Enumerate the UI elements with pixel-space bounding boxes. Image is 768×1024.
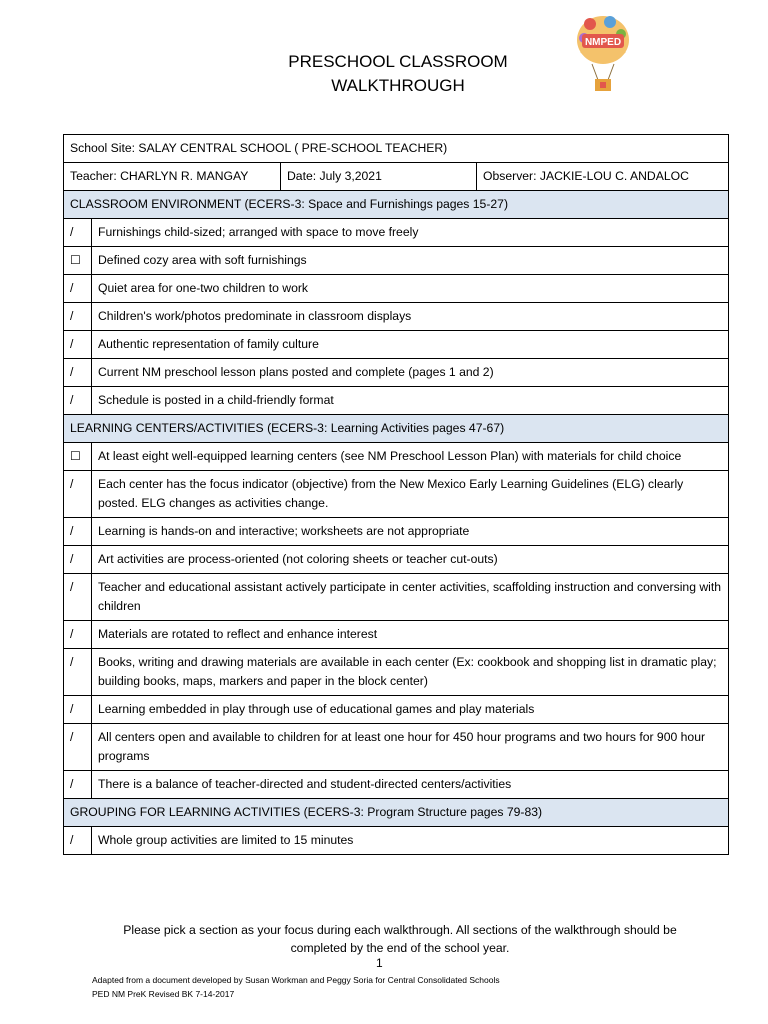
checklist-row [64, 574, 729, 621]
checklist-row [64, 275, 729, 303]
checklist-row [64, 219, 729, 247]
page-number: 1 [376, 956, 383, 970]
checklist-item-text: Authentic representation of family culture [92, 331, 729, 359]
checklist-item-text: Teacher and educational assistant actively participate in center activities, scaffolding instruction and conversing with children [92, 574, 729, 621]
check-mark: ☐ [64, 247, 92, 275]
check-mark: / [64, 219, 92, 247]
checklist-row [64, 471, 729, 518]
nmped-balloon-logo [566, 12, 640, 100]
checklist-item-text: Learning is hands-on and interactive; worksheets are not appropriate [92, 518, 729, 546]
check-mark: / [64, 649, 92, 696]
checklist-item-text: Books, writing and drawing materials are available in each center (Ex: cookbook and shopping list in dramatic play; building books, maps, markers and paper in the block center) [92, 649, 729, 696]
check-mark: / [64, 303, 92, 331]
checklist-row [64, 696, 729, 724]
check-mark: / [64, 771, 92, 799]
checklist-row [64, 546, 729, 574]
checklist-item-text: Materials are rotated to reflect and enhance interest [92, 621, 729, 649]
checklist-row [64, 443, 729, 471]
check-mark: ☐ [64, 443, 92, 471]
checklist-item-text: Furnishings child-sized; arranged with space to move freely [92, 219, 729, 247]
credit-line-2: PED NM PreK Revised BK 7-14-2017 [92, 989, 235, 999]
checklist-item-text: Children's work/photos predominate in classroom displays [92, 303, 729, 331]
footer-note: Please pick a section as your focus during each walkthrough. All sections of the walkthrough should be completed by the end of the school year. [123, 923, 677, 955]
check-mark: / [64, 546, 92, 574]
checklist-row [64, 359, 729, 387]
checklist-row [64, 724, 729, 771]
section-heading: LEARNING CENTERS/ACTIVITIES (ECERS-3: Learning Activities pages 47-67) [64, 415, 729, 443]
checklist-item-text: There is a balance of teacher-directed and student-directed centers/activities [92, 771, 729, 799]
check-mark: / [64, 275, 92, 303]
title-line-1: PRESCHOOL CLASSROOM [288, 52, 508, 71]
logo-text: NMPED [584, 37, 622, 48]
school-site-row [64, 135, 729, 163]
checklist-row [64, 621, 729, 649]
checklist-row [64, 518, 729, 546]
check-mark: / [64, 387, 92, 415]
check-mark: / [64, 331, 92, 359]
checklist-item-text: Schedule is posted in a child-friendly format [92, 387, 729, 415]
check-mark: / [64, 827, 92, 855]
teacher-info-row [64, 163, 729, 191]
credit-line-1: Adapted from a document developed by Susan Workman and Peggy Soria for Central Consolidated Schools [92, 975, 500, 985]
check-mark: / [64, 574, 92, 621]
check-mark: / [64, 621, 92, 649]
checklist-row [64, 331, 729, 359]
checklist-item-text: Quiet area for one-two children to work [92, 275, 729, 303]
check-mark: / [64, 518, 92, 546]
checklist-item-text: Learning embedded in play through use of educational games and play materials [92, 696, 729, 724]
checklist-row [64, 387, 729, 415]
title-line-2: WALKTHROUGH [331, 76, 465, 95]
section-heading: GROUPING FOR LEARNING ACTIVITIES (ECERS-3: Program Structure pages 79-83) [64, 799, 729, 827]
checklist-item-text: Defined cozy area with soft furnishings [92, 247, 729, 275]
check-mark: / [64, 724, 92, 771]
date-cell: Date: July 3,2021 [281, 163, 477, 191]
checklist-item-text: Current NM preschool lesson plans posted and complete (pages 1 and 2) [92, 359, 729, 387]
school-site-cell: School Site: SALAY CENTRAL SCHOOL ( PRE-SCHOOL TEACHER) [64, 135, 729, 163]
checklist-row [64, 827, 729, 855]
check-mark: / [64, 359, 92, 387]
checklist-item-text: Each center has the focus indicator (objective) from the New Mexico Early Learning Guidelines (ELG) clearly posted. ELG changes as activities change. [92, 471, 729, 518]
section-heading-row [64, 799, 729, 827]
checklist-item-text: All centers open and available to children for at least one hour for 450 hour programs and two hours for 900 hour programs [92, 724, 729, 771]
walkthrough-table [63, 134, 729, 855]
document-title [0, 50, 768, 98]
checklist-row [64, 649, 729, 696]
checklist-item-text: Art activities are process-oriented (not coloring sheets or teacher cut-outs) [92, 546, 729, 574]
checklist-row [64, 303, 729, 331]
section-heading-row [64, 415, 729, 443]
checklist-item-text: Whole group activities are limited to 15 minutes [92, 827, 729, 855]
observer-cell: Observer: JACKIE-LOU C. ANDALOC [477, 163, 729, 191]
checklist-row [64, 771, 729, 799]
section-heading-row [64, 191, 729, 219]
checklist-row [64, 247, 729, 275]
check-mark: / [64, 471, 92, 518]
teacher-cell: Teacher: CHARLYN R. MANGAY [64, 163, 281, 191]
check-mark: / [64, 696, 92, 724]
section-heading: CLASSROOM ENVIRONMENT (ECERS-3: Space and Furnishings pages 15-27) [64, 191, 729, 219]
checklist-item-text: At least eight well-equipped learning centers (see NM Preschool Lesson Plan) with materials for child choice [92, 443, 729, 471]
